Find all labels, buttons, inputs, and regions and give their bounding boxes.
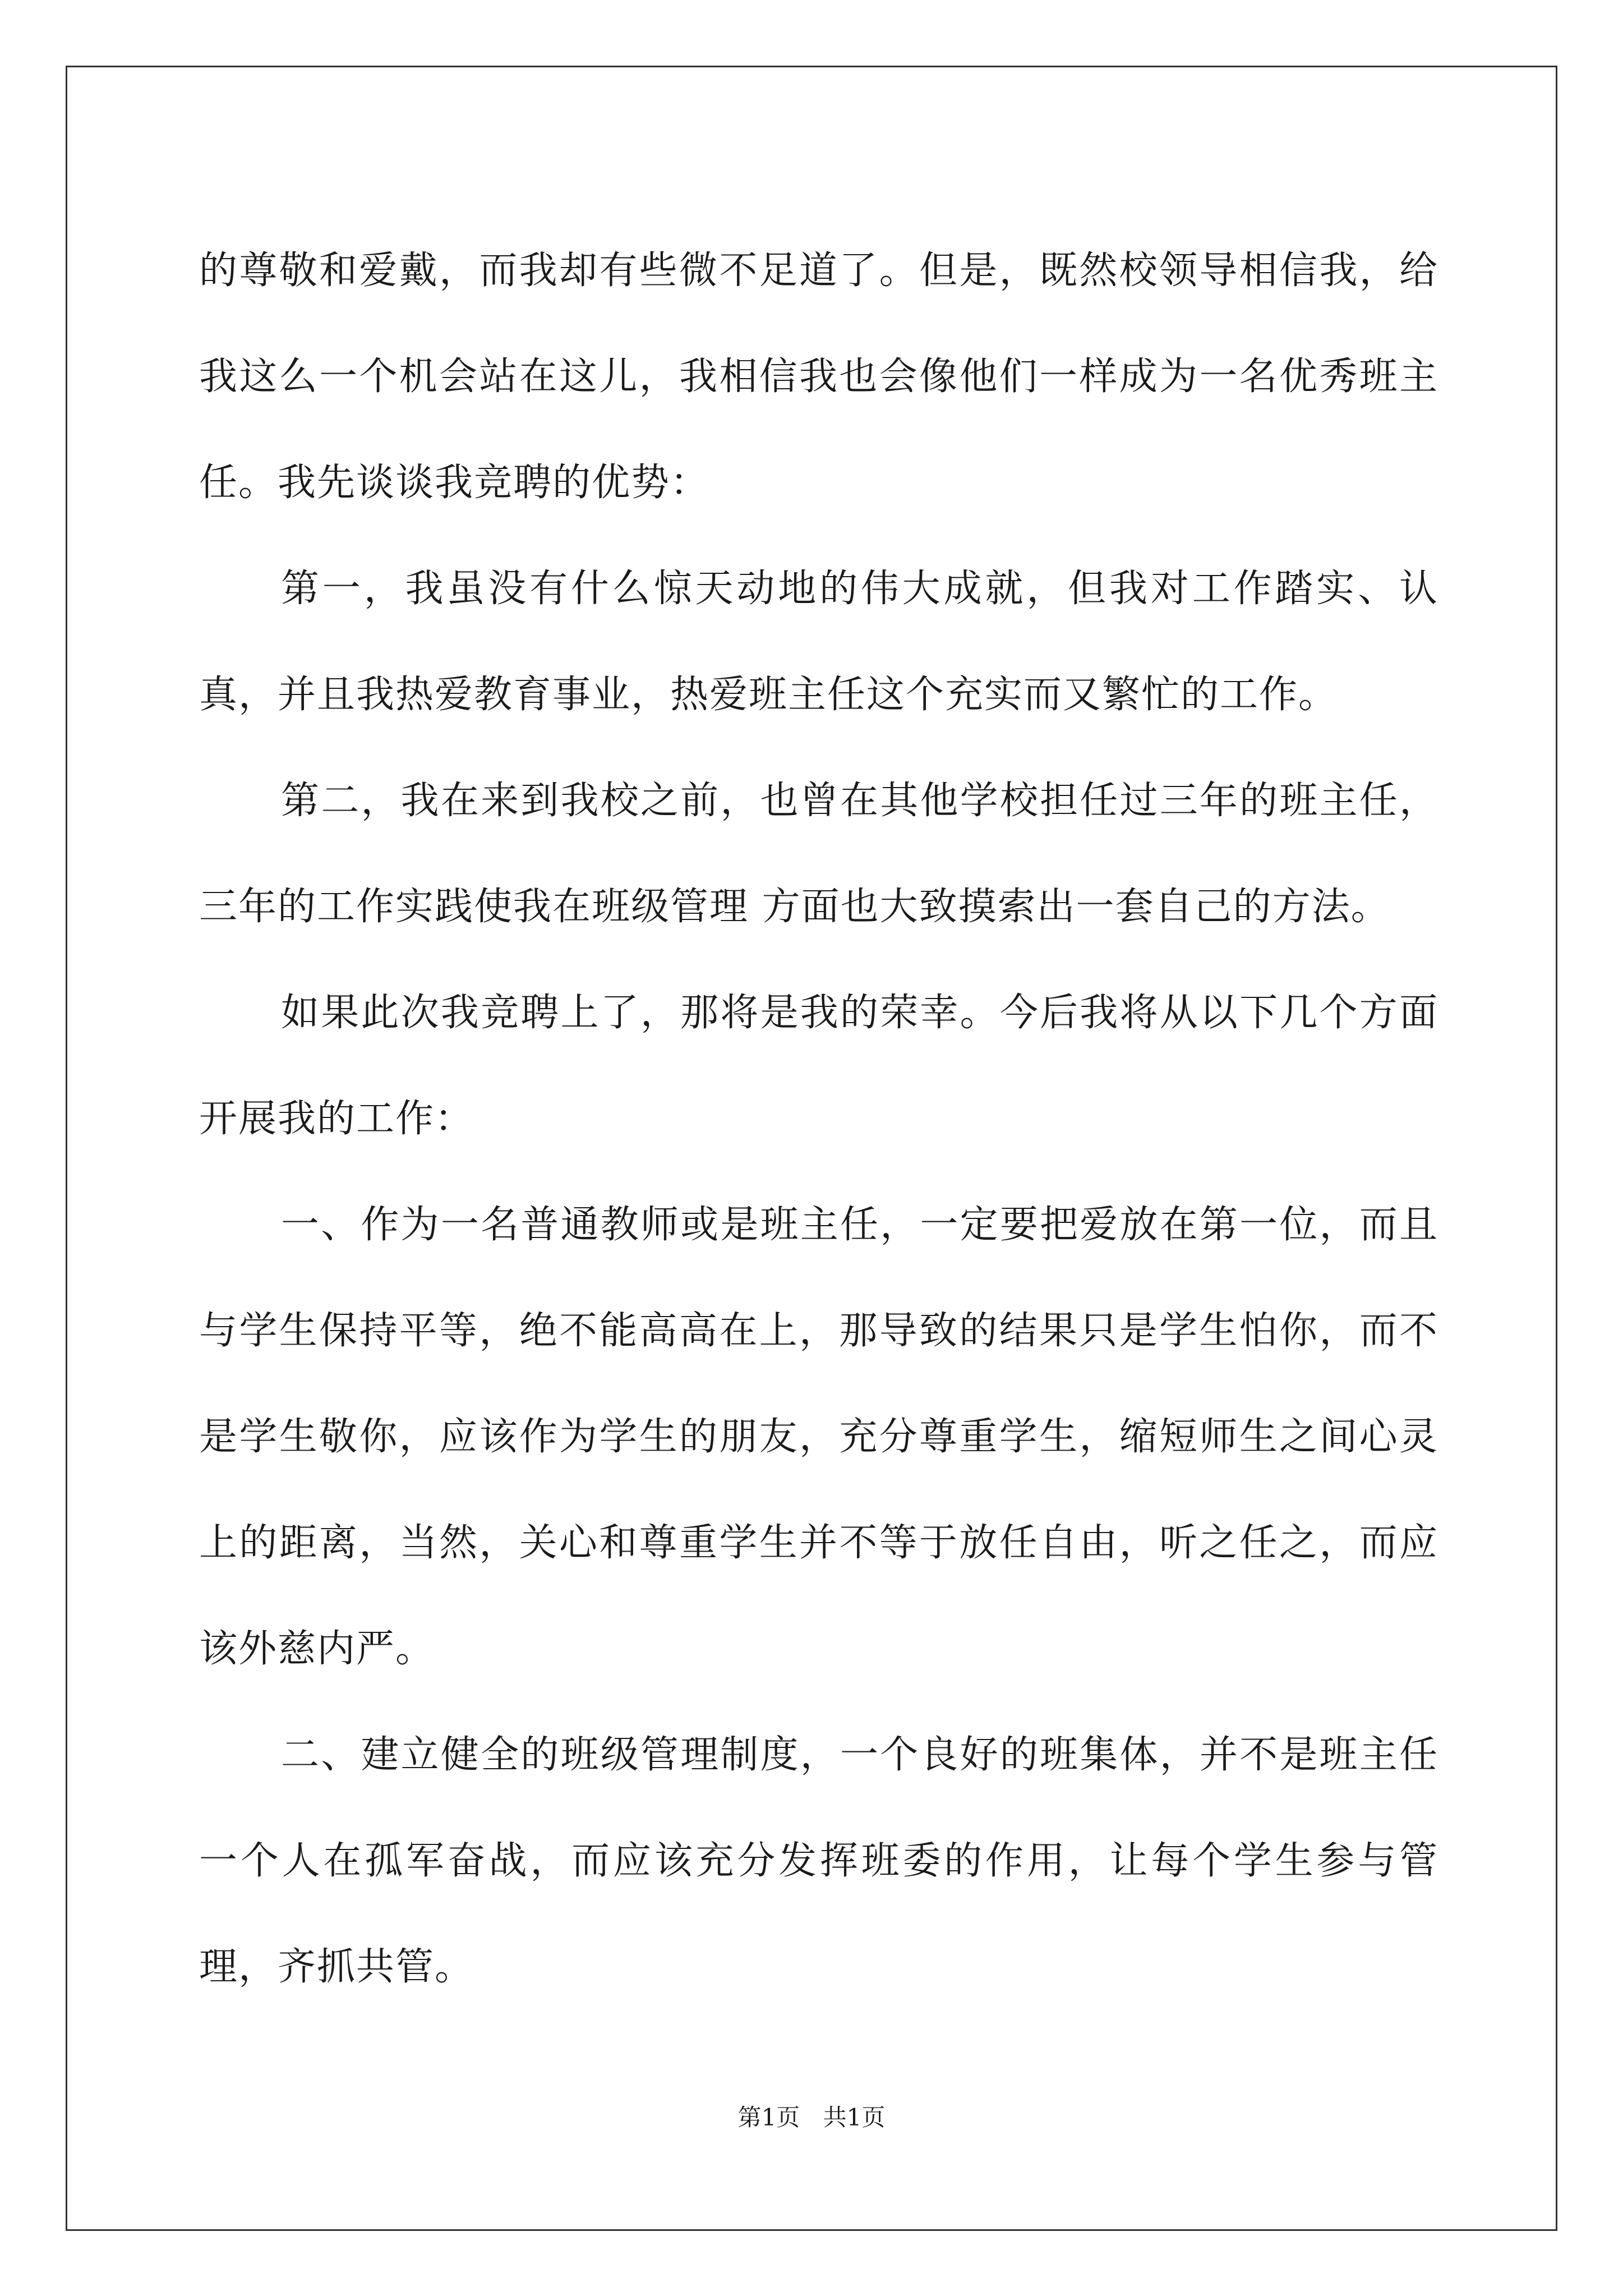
paragraph-5: 一、作为一名普通教师或是班主任，一定要把爱放在第一位，而且与学生保持平等，绝不能高高在上，那导致的结果只是学生怕你，而不是学生敬你，应该作为学生的朋友，充分尊重学生，缩短师生之间心灵上的距离，当然，关心和尊重学生并不等于放任自由，听之任之，而应该外慈内严。 bbox=[199, 1203, 1438, 1671]
document-body bbox=[199, 218, 1438, 2020]
paragraph-3: 第二，我在来到我校之前，也曾在其他学校担任过三年的班主任，三年的工作实践使我在班级管理 方面也大致摸索出一套自己的方法。 bbox=[199, 779, 1438, 929]
paragraph-1: 的尊敬和爱戴，而我却有些微不足道了。但是，既然校领导相信我，给我这么一个机会站在这儿，我相信我也会像他们一样成为一名优秀班主任。我先谈谈我竞聘的优势： bbox=[199, 249, 1438, 505]
paragraph-4: 如果此次我竞聘上了，那将是我的荣幸。今后我将从以下几个方面开展我的工作： bbox=[199, 991, 1438, 1141]
paragraph-6: 二、建立健全的班级管理制度，一个良好的班集体，并不是班主任一个人在孤军奋战，而应该充分发挥班委的作用，让每个学生参与管理，齐抓共管。 bbox=[199, 1733, 1438, 1989]
page-total: 共1页 bbox=[823, 2104, 886, 2131]
page-footer bbox=[0, 2101, 1623, 2134]
page-number: 第1页 bbox=[737, 2104, 800, 2131]
paragraph-2: 第一，我虽没有什么惊天动地的伟大成就，但我对工作踏实、认真，并且我热爱教育事业，热爱班主任这个充实而又繁忙的工作。 bbox=[199, 567, 1438, 717]
